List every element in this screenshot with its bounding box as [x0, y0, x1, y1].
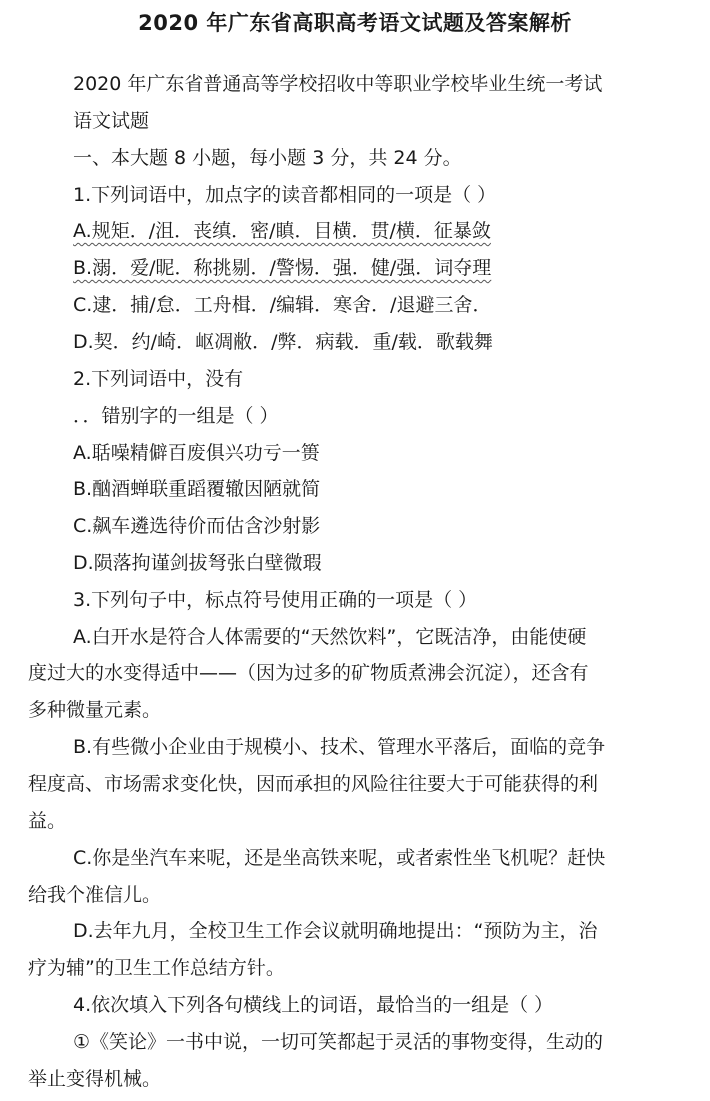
question-3-stem: 3.下列句子中，标点符号使用正确的一项是（ ）	[73, 589, 478, 611]
question-3-option-a-line-3: 多种微量元素。	[28, 699, 162, 721]
question-2-option-c: C.飙车遴选待价而估含沙射影	[73, 515, 321, 537]
question-2-stem-line-1: 2.下列词语中，没有	[73, 368, 244, 390]
question-2-option-d: D.陨落拘谨剑拔弩张白壁微瑕	[73, 552, 322, 574]
section-heading: 一、本大题 8 小题，每小题 3 分，共 24 分。	[73, 147, 462, 169]
question-1-option-c: C.逮．捕/怠．工舟楫．/编辑．寒舍．/退避三舍．	[73, 294, 492, 316]
question-1-option-d: D.契．约/崎．岖凋敝．/弊．病载．重/载．歌载舞	[73, 331, 493, 353]
question-3-option-d-line-1: D.去年九月，全校卫生工作会议就明确地提出：“预防为主，治	[73, 920, 598, 942]
page-title: 2020 年广东省高职高考语文试题及答案解析	[138, 11, 572, 35]
question-3-option-b-line-3: 益。	[28, 810, 67, 832]
question-3-option-b-line-1: B.有些微小企业由于规模小、技术、管理水平落后，面临的竞争	[73, 736, 606, 758]
question-3-option-a-line-2: 度过大的水变得适中——（因为过多的矿物质煮沸会沉淀），还含有	[28, 662, 589, 684]
question-2-option-a: A.聒噪精僻百废俱兴功亏一篑	[73, 442, 320, 464]
question-2-option-b: B.酗酒蝉联重蹈覆辙因陋就简	[73, 478, 321, 500]
question-2-stem-line-2: ．．错别字的一组是（ ）	[73, 405, 279, 427]
question-3-option-a-line-1: A.白开水是符合人体需要的“天然饮料”，它既洁净，由能使硬	[73, 626, 587, 648]
exam-header-line-1: 2020 年广东省普通高等学校招收中等职业学校毕业生统一考试	[73, 73, 603, 95]
question-4-sentence-1-line-1: ①《笑论》一书中说，一切可笑都起于灵活的事物变得，生动的	[73, 1031, 604, 1053]
question-4-stem: 4.依次填入下列各句横线上的词语，最恰当的一组是（ ）	[73, 994, 554, 1016]
question-1-stem: 1.下列词语中，加点字的读音都相同的一项是（ ）	[73, 184, 497, 206]
question-3-option-d-line-2: 疗为辅”的卫生工作总结方针。	[28, 957, 285, 979]
exam-header-line-2: 语文试题	[73, 110, 150, 132]
question-3-option-c-line-1: C.你是坐汽车来呢，还是坐高铁来呢，或者索性坐飞机呢？赶快	[73, 847, 606, 869]
question-4-sentence-1-line-2: 举止变得机械。	[28, 1068, 162, 1090]
question-3-option-c-line-2: 给我个准信儿。	[28, 884, 162, 906]
question-1-option-b: B.溺．爱/昵．称挑剔．/警惕．强．健/强．词夺理	[73, 257, 492, 279]
question-3-option-b-line-2: 程度高、市场需求变化快，因而承担的风险往往要大于可能获得的利	[28, 773, 599, 795]
question-1-option-a: A.规矩．/沮．丧缜．密/瞋．目横．贯/横．征暴敛	[73, 220, 491, 242]
